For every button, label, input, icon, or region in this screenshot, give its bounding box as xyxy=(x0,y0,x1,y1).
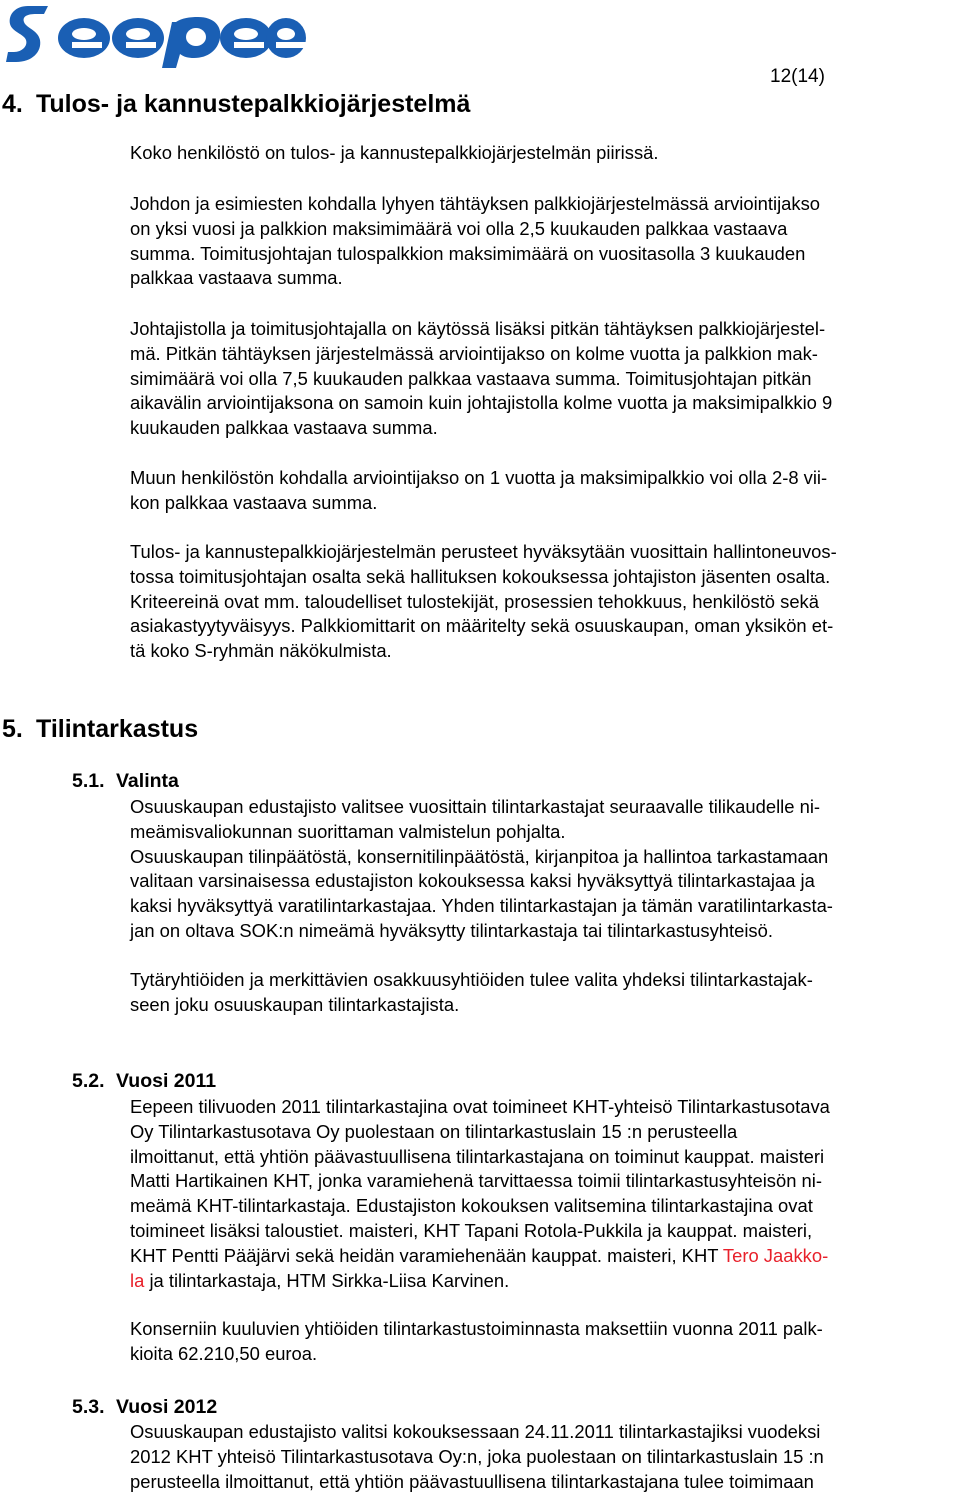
paragraph-text: Eepeen tilivuoden 2011 tilintarkastajina ovat toimineet KHT-yhteisö Tilintarkastusotava Oy Tilintarkastusotava Oy puolestaan on tilintarkastuslain 15 :n perusteella ilmoittanut, että yhtiön päävastuullisena tilintarkastajana on toiminut kauppat. maisteri Matti Hartikainen KHT, jonka varamiehenä tarvittaessa toimii tilintarkastusyhteisön ni- meämä KHT-tilintarkastaja. Edustajiston kokouksen valitsemina tilintarkastajina ovat toimineet lisäksi taloustiet. maisteri, KHT Tapani Rotola-Pukkila ja kauppat. maisteri, KHT Pentti Pääjärvi sekä heidän varamiehenään kauppat. maisteri, KHT xyxy=(130,1096,830,1266)
section-number: 5. xyxy=(2,715,23,743)
paragraph: Muun henkilöstön kohdalla arviointijakso on 1 vuotta ja maksimipalkkio voi olla 2-8 vii- kon palkkaa vastaava summa. xyxy=(130,467,828,513)
paragraph: Johtajistolla ja toimitusjohtajalla on käytössä lisäksi pitkän tähtäyksen palkkiojärjestel- mä. Pitkän tähtäyksen järjestelmässä arviointijakso on kolme vuotta ja palkkion mak- simimäärä voi olla 7,5 kuukauden palkkaa vastaava summa. Toimitusjohtajan pitkän aikavälin arviointijaksona on samoin kuin johtajistolla kolme vuotta ja maksimipalkkio 9 kuukauden palkkaa vastaava summa. xyxy=(130,318,833,439)
subsection-5-3-heading xyxy=(72,1394,217,1420)
paragraph: Tulos- ja kannustepalkkiojärjestelmän perusteet hyväksytään vuosittain hallintoneuvos- tossa toimitusjohtajan osalta sekä hallituksen kokouksessa johtajiston jäsenten osalta. Kriteereinä ovat mm. taloudelliset tulostekijät, prosessien tehokkuus, henkilöstö sekä asiakastyytyväisyys. Palkkiomittarit on määritelty sekä osuuskaupan, oman yksikön et- tä koko S-ryhmän näkökulmista. xyxy=(130,541,837,662)
subsection-title: Vuosi 2012 xyxy=(116,1396,218,1418)
highlighted-name: Tero Jaakko- la xyxy=(130,1244,829,1291)
section-number: 4. xyxy=(2,90,23,118)
paragraph: Tytäryhtiöiden ja merkittävien osakkuusyhtiöiden tulee valita yhdeksi tilintarkastajak- seen joku osuuskaupan tilintarkastajista. xyxy=(130,969,813,1015)
section-4-heading xyxy=(2,88,470,120)
subsection-number: 5.2. xyxy=(72,1070,105,1092)
subsection-number: 5.3. xyxy=(72,1396,105,1418)
page-number: 12(14) xyxy=(770,66,825,87)
subsection-5-1-heading xyxy=(72,768,179,794)
subsection-title: Valinta xyxy=(116,770,179,792)
paragraph: Osuuskaupan edustajisto valitsee vuosittain tilintarkastajat seuraavalle tilikaudelle ni- meämisvaliokunnan suorittaman valmistelun pohjalta. Osuuskaupan tilinpäätöstä, konsernitilinpäätöstä, kirjanpitoa ja hallintoa tarkastamaan valitaan varsinaisessa edustajiston kokouksessa kaksi hyväksyttyä tilintarkastajaa ja kaksi hyväksyttyä varatilintarkastajaa. Yhden tilintarkastajan ja tämän varatilintarkasta- jan on oltava SOK:n nimeämä hyväksytty tilintarkastaja tai tilintarkastusyhteisö. xyxy=(130,796,833,941)
section-5-heading xyxy=(2,713,198,745)
subsection-title: Vuosi 2011 xyxy=(116,1070,217,1092)
paragraph xyxy=(130,1095,960,1293)
paragraph: Johdon ja esimiesten kohdalla lyhyen tähtäyksen palkkiojärjestelmässä arviointijakso on yksi vuosi ja palkkion maksimimäärä voi olla 2,5 kuukauden palkkaa vastaava summa. Toimitusjohtajan tulospalkkion maksimimäärä on vuositasolla 3 kuukauden palkkaa vastaava summa. xyxy=(130,193,821,289)
paragraph-text: ja tilintarkastaja, HTM Sirkka-Liisa Karvinen. xyxy=(144,1269,510,1291)
section-title: Tulos- ja kannustepalkkiojärjestelmä xyxy=(36,90,471,118)
paragraph: Osuuskaupan edustajisto valitsi kokouksessaan 24.11.2011 tilintarkastajiksi vuodeksi 2012 KHT yhteisö Tilintarkastusotava Oy:n, joka puolestaan on tilintarkastuslain 15 :n perusteella ilmoittanut, että yhtiön päävastuullisena tilintarkastajana tulee toimimaan xyxy=(130,1421,824,1492)
seepee-logo xyxy=(6,2,306,68)
subsection-number: 5.1. xyxy=(72,770,105,792)
section-title: Tilintarkastus xyxy=(36,715,199,743)
paragraph: Koko henkilöstö on tulos- ja kannustepalkkiojärjestelmän piirissä. xyxy=(130,142,659,163)
subsection-5-2-heading xyxy=(72,1068,216,1094)
paragraph: Konserniin kuuluvien yhtiöiden tilintarkastustoiminnasta maksettiin vuonna 2011 palk- kioita 62.210,50 euroa. xyxy=(130,1318,823,1364)
